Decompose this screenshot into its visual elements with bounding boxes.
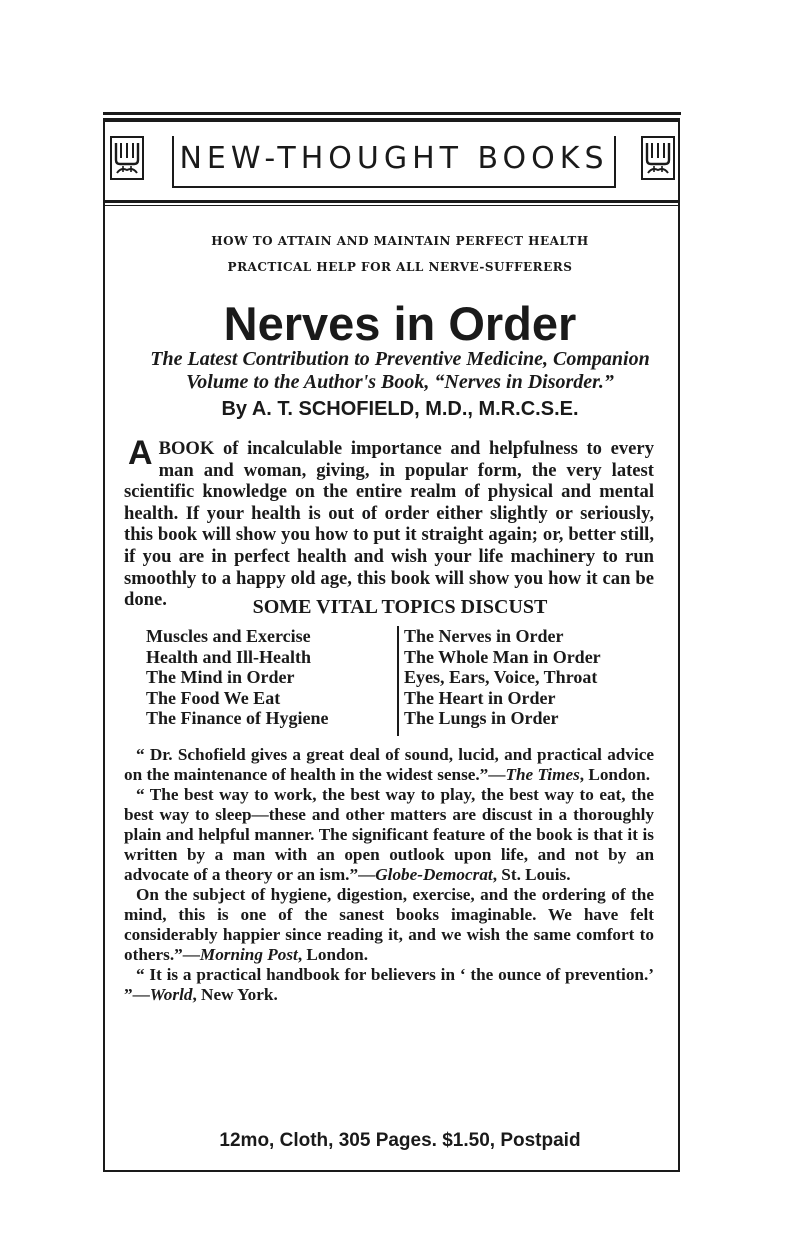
topics-list-right: [404, 626, 674, 729]
review-text: “ The best way to work, the best way to play, the best way to eat, the best way to sleep—these and other matters are discust in a thoroughly plain and helpful manner. The significant feature of the book is that it is written by a man with an open outlook upon life, and not by an advocate of a theory or an ism.”—: [124, 785, 654, 884]
review-source: Globe-Democrat: [375, 865, 493, 884]
topic-item: The Heart in Order: [404, 687, 556, 708]
publisher-monogram-icon: [641, 136, 675, 180]
topic-item: The Lungs in Order: [404, 708, 559, 728]
review-quote: [124, 885, 654, 965]
subtitle-line-1: The Latest Contribution to Preventive Medicine, Companion: [150, 348, 650, 370]
price-line: 12mo, Cloth, 305 Pages. $1.50, Postpaid: [219, 1130, 581, 1151]
review-source: Morning Post: [199, 945, 298, 964]
monogram-right-svg: [644, 140, 672, 176]
series-title: NEW-THOUGHT BOOKS: [179, 141, 609, 176]
topics-divider: [397, 626, 399, 736]
review-text: On the subject of hygiene, digestion, exercise, and the ordering of the mind, this is one of the sanest books imaginable. We have felt considerably happier since reading it, and we wish the same comfort to others.”—: [124, 885, 654, 964]
kicker-line-1: HOW TO ATTAIN AND MAINTAIN PERFECT HEALTH: [211, 234, 589, 248]
drop-cap: A: [128, 434, 153, 472]
subtitle-line-2: Volume to the Author's Book, “Nerves in Disorder.”: [186, 371, 614, 393]
header-rule: [105, 200, 678, 206]
review-place: , St. Louis.: [492, 865, 571, 884]
review-text: “ Dr. Schofield gives a great deal of sound, lucid, and practical advice on the maintenance of health in the widest sense.”—: [124, 745, 654, 784]
topic-item: The Food We Eat: [146, 687, 281, 708]
topic-item: The Whole Man in Order: [404, 646, 601, 667]
review-quote: [124, 965, 654, 1005]
monogram-left-svg: [113, 140, 141, 176]
book-author: By A. T. SCHOFIELD, M.D., M.R.C.S.E.: [221, 398, 579, 420]
topic-item: Eyes, Ears, Voice, Throat: [404, 667, 598, 687]
topics-list-left: [146, 626, 386, 729]
topic-item: Health and Ill-Health: [146, 646, 312, 667]
review-text: “ It is a practical handbook for believers in ‘ the ounce of prevention.’ ”—: [124, 965, 654, 1004]
review-place: , New York.: [192, 985, 278, 1004]
top-border-line: [103, 112, 681, 115]
review-source: World: [149, 985, 193, 1004]
topics-heading: SOME VITAL TOPICS DISCUST: [252, 596, 548, 618]
review-place: , London.: [297, 945, 369, 964]
topic-item: The Finance of Hygiene: [146, 708, 329, 728]
review-quote: [124, 785, 654, 885]
topic-item: Muscles and Exercise: [146, 626, 311, 646]
topic-item: The Mind in Order: [146, 667, 295, 687]
book-title: Nerves in Order: [223, 297, 577, 350]
press-reviews: [124, 745, 654, 1005]
description-paragraph: [124, 434, 654, 611]
kicker-line-2: PRACTICAL HELP FOR ALL NERVE-SUFFERERS: [227, 260, 573, 274]
topic-item: The Nerves in Order: [404, 626, 564, 646]
review-source: The Times: [505, 765, 580, 784]
book-subtitle: [120, 348, 680, 394]
review-place: , London.: [579, 765, 650, 784]
review-quote: [124, 745, 654, 785]
publisher-monogram-icon: [110, 136, 144, 180]
description-text: BOOK of incalculable importance and helpfulness to every man and woman, giving, in popular form, the very latest scientific knowledge on the entire realm of physical and mental health. If your health is out of order either slightly or seriously, this book will show you how to put it straight again; or, better still, if you are in perfect health and wish your life machinery to run smoothly to a happy old age, this book will show you how it can be done.: [124, 438, 654, 611]
